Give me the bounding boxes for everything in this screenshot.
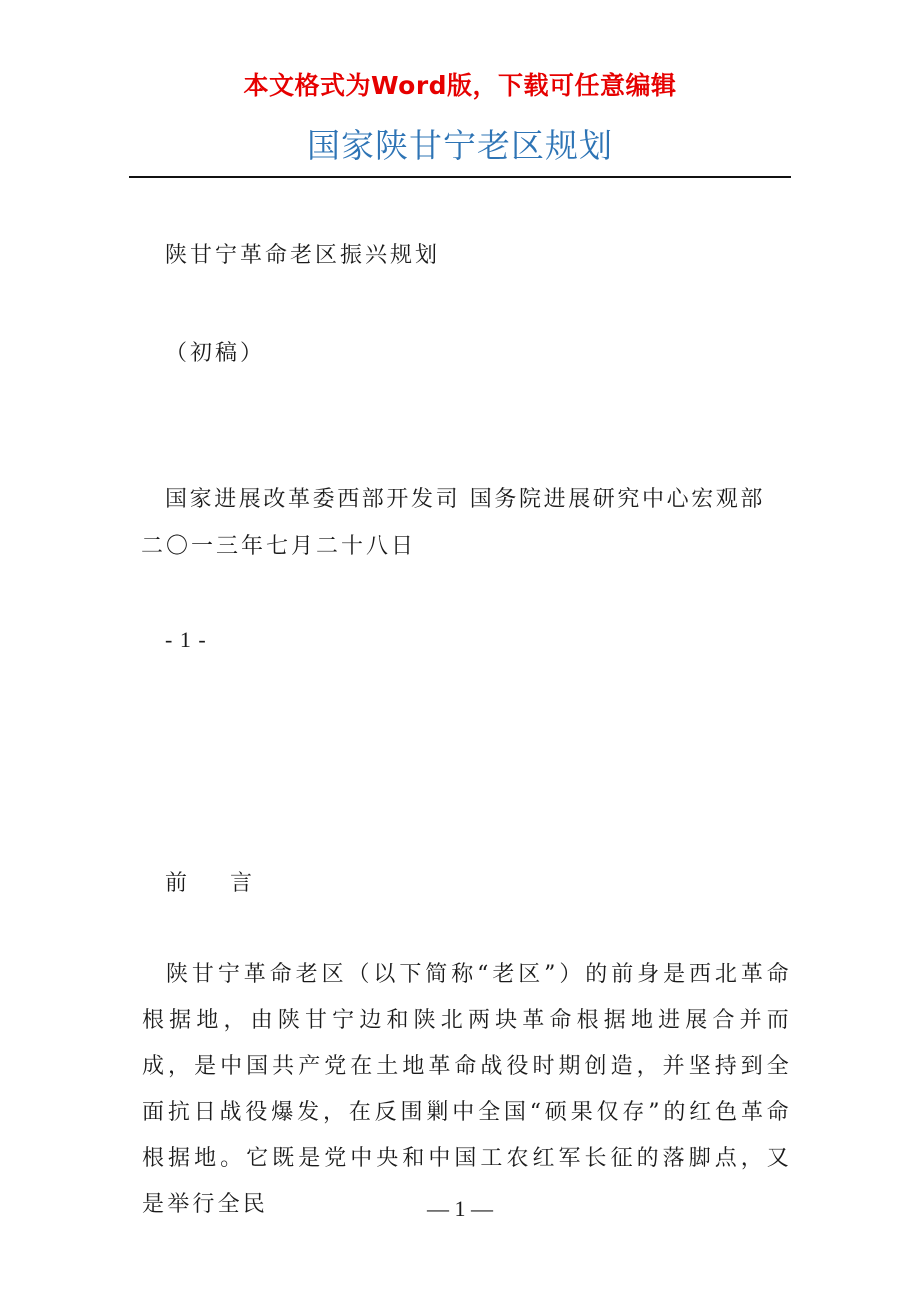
cover-agencies: 国家进展改革委西部开发司 国务院进展研究中心宏观部 (165, 487, 765, 512)
preface-paragraph: 陕甘宁革命老区（以下简称“老区”）的前身是西北革命根据地，由陕甘宁边和陕北两块革命根据地进展合并而成，是中国共产党在土地革命战役时期创造，并坚持到全面抗日战役爆发，在反围剿中全国“硕果仅存”的红色革命根据地。它既是党中央和中国工农红军长征的落脚点，又是举行全民 (142, 962, 792, 1217)
cover-date: 二〇一三年七月二十八日 (141, 534, 417, 559)
cover-page-mark: - 1 - (165, 627, 207, 652)
preface-heading: 前 言 (165, 871, 255, 896)
page-number-footer: — 1 — (427, 1196, 493, 1221)
download-banner: 本文格式为Word版，下载可任意编辑 (243, 71, 677, 100)
cover-subtitle: 陕甘宁革命老区振兴规划 (165, 243, 441, 268)
draft-label: （初稿） (165, 341, 266, 366)
document-title: 国家陕甘宁老区规划 (307, 126, 613, 165)
title-divider (129, 176, 791, 178)
